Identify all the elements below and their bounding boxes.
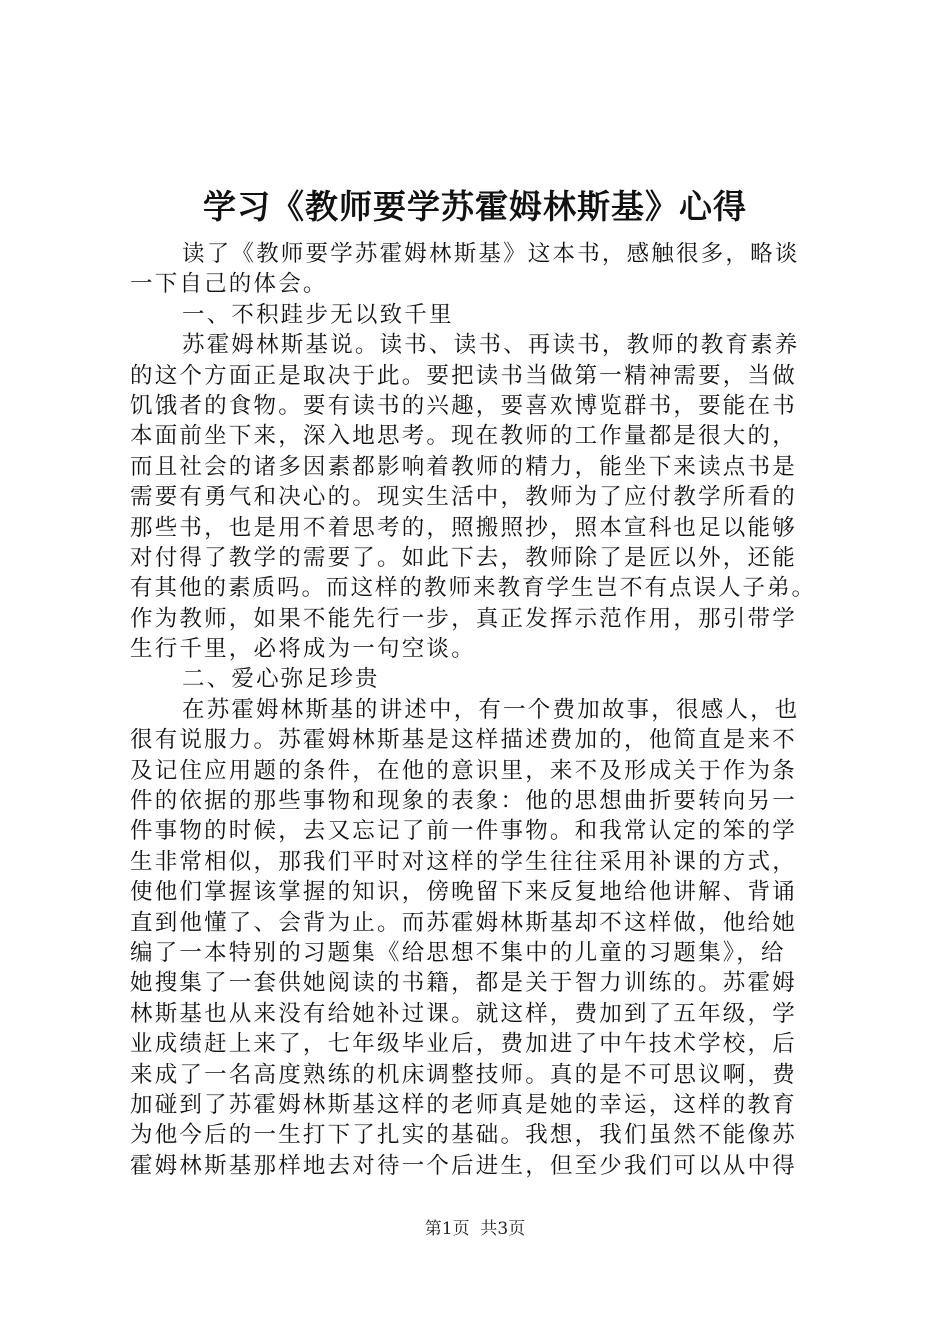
body-line: 一、不积跬步无以致千里 (182, 301, 454, 328)
page-indicator: 第1页 共3页 (424, 1219, 526, 1239)
body-line: 及记住应用题的条件，在他的意识里，来不及形成关于作为条 (130, 757, 797, 784)
body-line: 读了《教师要学苏霍姆林斯基》这本书，感触很多，略谈 (182, 241, 800, 267)
body-line: 来成了一名高度熟练的机床调整技师。真的是不可思议啊，费 (130, 1061, 797, 1088)
body-line: 二、爱心弥足珍贵 (182, 666, 380, 693)
body-line: 件的依据的那些事物和现象的表象：他的思想曲折要转向另一 (130, 788, 797, 815)
body-line: 作为教师，如果不能先行一步，真正发挥示范作用，那引带学 (130, 605, 797, 632)
body-line: 的这个方面正是取决于此。要把读书当做第一精神需要，当做 (130, 362, 797, 389)
body-line: 加碰到了苏霍姆林斯基这样的老师真是她的幸运，这样的教育 (130, 1091, 797, 1118)
body-line: 使他们掌握该掌握的知识，傍晚留下来反复地给他讲解、背诵 (130, 879, 797, 906)
body-line: 她搜集了一套供她阅读的书籍，都是关于智力训练的。苏霍姆 (130, 970, 797, 997)
body-line: 饥饿者的食物。要有读书的兴趣，要喜欢博览群书，要能在书 (130, 392, 797, 419)
body-line: 很有说服力。苏霍姆林斯基是这样描述费加的，他简直是来不 (130, 727, 797, 754)
body-line: 生行千里，必将成为一句空谈。 (130, 636, 476, 663)
document-title: 学习《教师要学苏霍姆林斯基》心得 (203, 187, 747, 226)
body-line: 为他今后的一生打下了扎实的基础。我想，我们虽然不能像苏 (130, 1122, 797, 1149)
body-line: 在苏霍姆林斯基的讲述中，有一个费加故事，很感人，也 (182, 696, 800, 723)
body-line: 而且社会的诸多因素都影响着教师的精力，能坐下来读点书是 (130, 453, 797, 480)
body-line: 生非常相似，那我们平时对这样的学生往往采用补课的方式， (130, 848, 797, 875)
body-line: 那些书，也是用不着思考的，照搬照抄，照本宣科也足以能够 (130, 514, 797, 541)
document-body (130, 239, 820, 1181)
body-line: 林斯基也从来没有给她补过课。就这样，费加到了五年级，学 (130, 1000, 797, 1027)
body-line: 有其他的素质吗。而这样的教师来教育学生岂不有点误人子弟。 (130, 575, 817, 602)
body-line: 霍姆林斯基那样地去对待一个后进生，但至少我们可以从中得 (130, 1152, 797, 1179)
body-line: 件事物的时候，去又忘记了前一件事物。和我常认定的笨的学 (130, 818, 797, 845)
body-line: 业成绩赶上来了，七年级毕业后，费加进了中午技术学校，后 (130, 1031, 797, 1058)
body-line: 需要有勇气和决心的。现实生活中，教师为了应付教学所看的 (130, 484, 797, 511)
page-footer (0, 1217, 950, 1241)
body-line: 编了一本特别的习题集《给思想不集中的儿童的习题集》，给 (130, 939, 786, 966)
body-line: 对付得了教学的需要了。如此下去，教师除了是匠以外，还能 (130, 544, 797, 571)
body-line: 苏霍姆林斯基说。读书、读书、再读书，教师的教育素养 (182, 332, 800, 359)
body-line: 本面前坐下来，深入地思考。现在教师的工作量都是很大的， (130, 423, 797, 450)
body-line: 一下自己的体会。 (130, 271, 328, 298)
body-line: 直到他懂了、会背为止。而苏霍姆林斯基却不这样做，他给她 (130, 909, 797, 936)
